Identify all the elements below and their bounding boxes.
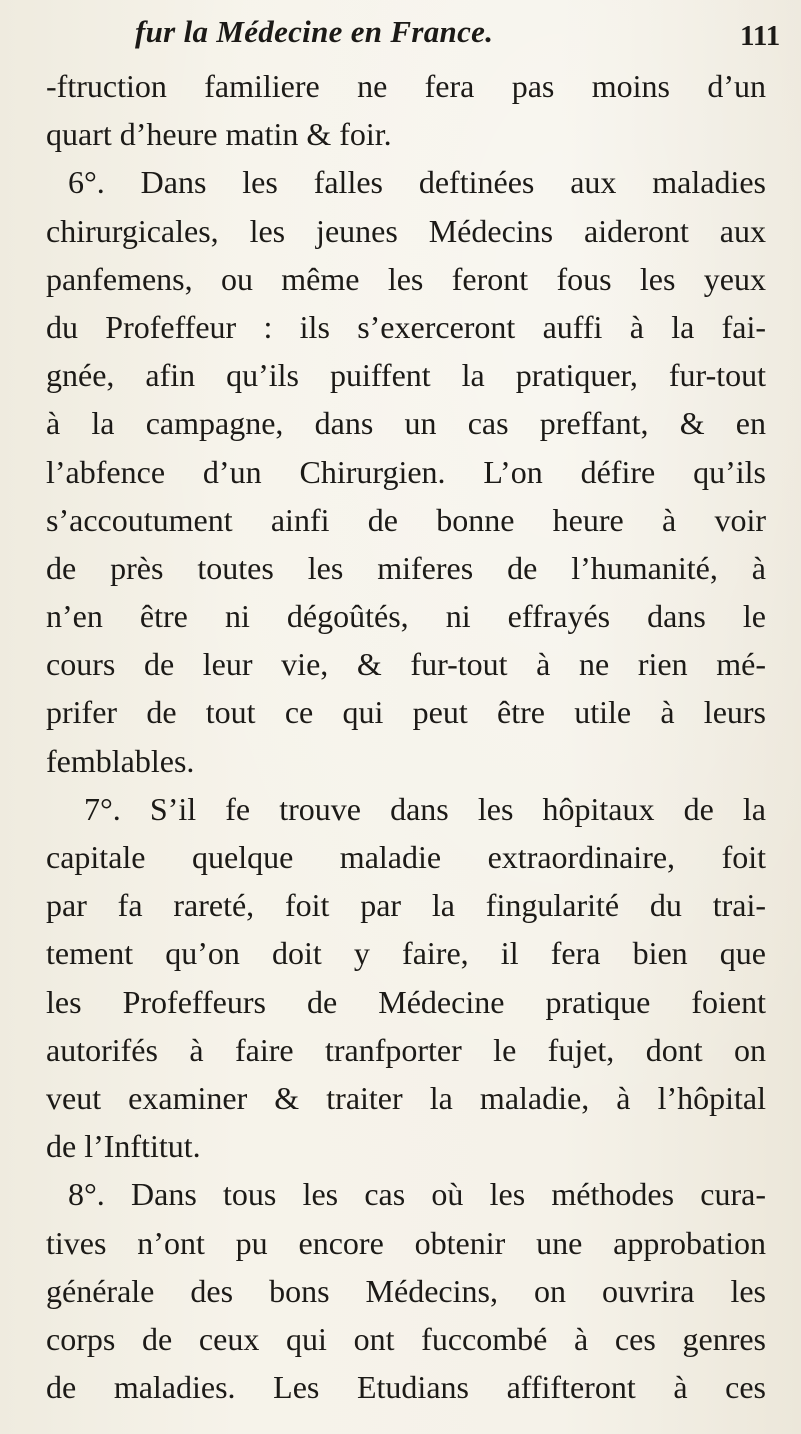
text-line-content: de l’Inftitut. xyxy=(46,1128,201,1165)
page-number: 111 xyxy=(740,20,781,52)
text-line xyxy=(46,978,766,1026)
text-line-content: quart d’heure matin & foir. xyxy=(46,116,392,153)
text-line-content: 7°. S’il fe trouve dans les hôpitaux de la xyxy=(84,790,766,827)
text-line-content: gnée, afin qu’ils puiffent la pratiquer, fur-tout xyxy=(46,357,766,394)
text-line-content: corps de ceux qui ont fuccombé à ces genres xyxy=(46,1320,766,1357)
text-line-content: n’en être ni dégoûtés, ni effrayés dans le xyxy=(46,598,766,635)
text-line xyxy=(46,833,766,881)
text-line xyxy=(46,110,766,158)
text-line xyxy=(46,399,766,447)
text-line-content: de maladies. Les Etudians affifteront à ces xyxy=(46,1369,766,1406)
text-line-content: panfemens, ou même les feront fous les yeux xyxy=(46,260,766,297)
text-line-content: du Profeffeur : ils s’exerceront auffi à la fai- xyxy=(46,308,766,345)
page-header xyxy=(0,14,801,64)
text-line-content: femblables. xyxy=(46,742,195,779)
text-line-content: veut examiner & traiter la maladie, à l’hôpital xyxy=(46,1079,766,1116)
text-line xyxy=(46,303,766,351)
text-line-content: par fa rareté, foit par la fingularité du trai- xyxy=(46,887,766,924)
text-line-content: -ftruction familiere ne fera pas moins d’un xyxy=(46,68,766,104)
text-line xyxy=(46,1026,766,1074)
text-line xyxy=(46,207,766,255)
text-line-content: prifer de tout ce qui peut être utile à leurs xyxy=(46,694,766,731)
text-line xyxy=(46,785,766,833)
text-line-content: 6°. Dans les falles deftinées aux maladies xyxy=(68,164,766,201)
text-line xyxy=(46,62,766,110)
text-line xyxy=(46,351,766,399)
text-line xyxy=(46,1074,766,1122)
text-line xyxy=(46,1315,766,1363)
text-line-content: l’abfence d’un Chirurgien. L’on défire qu’ils xyxy=(46,453,766,490)
text-line-content: autorifés à faire tranfporter le fujet, dont on xyxy=(46,1031,766,1068)
text-line-content: à la campagne, dans un cas preffant, & en xyxy=(46,405,766,442)
text-line-content: générale des bons Médecins, on ouvrira les xyxy=(46,1272,766,1309)
text-line-content: 8°. Dans tous les cas où les méthodes cura- xyxy=(68,1176,766,1213)
text-line xyxy=(46,496,766,544)
running-title: fur la Médecine en France. xyxy=(135,14,494,49)
text-line-content: de près toutes les miferes de l’humanité, à xyxy=(46,549,766,586)
text-line xyxy=(46,929,766,977)
text-line xyxy=(46,544,766,592)
text-line xyxy=(46,737,766,785)
text-line-content: s’accoutument ainfi de bonne heure à voir xyxy=(46,501,766,538)
text-line xyxy=(46,640,766,688)
text-line xyxy=(46,1122,766,1170)
text-line xyxy=(46,158,766,206)
text-line xyxy=(46,688,766,736)
text-line xyxy=(46,1267,766,1315)
text-line-content: capitale quelque maladie extraordinaire, foit xyxy=(46,839,766,875)
text-line xyxy=(46,1170,766,1218)
text-line-content: chirurgicales, les jeunes Médecins aideront aux xyxy=(46,212,766,249)
text-line xyxy=(46,448,766,496)
text-line-content: tement qu’on doit y faire, il fera bien que xyxy=(46,935,766,972)
text-line-content: tives n’ont pu encore obtenir une approbation xyxy=(46,1224,766,1261)
body-text xyxy=(46,62,766,1411)
text-line xyxy=(46,1363,766,1411)
text-line-content: les Profeffeurs de Médecine pratique foient xyxy=(46,983,766,1020)
text-line xyxy=(46,881,766,929)
text-line-content: cours de leur vie, & fur-tout à ne rien mé- xyxy=(46,646,766,683)
text-line xyxy=(46,592,766,640)
text-line xyxy=(46,1219,766,1267)
text-line xyxy=(46,255,766,303)
